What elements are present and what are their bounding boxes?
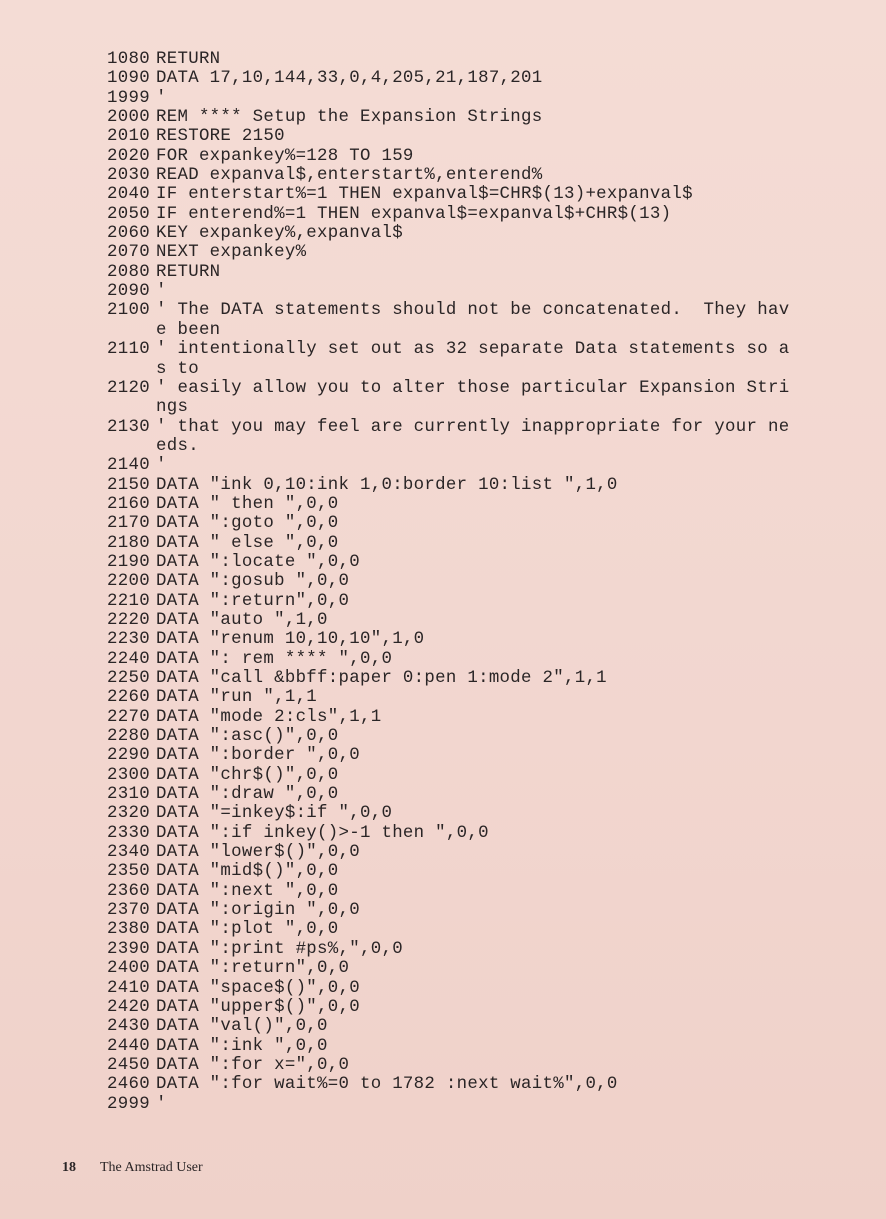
line-number: 1080 <box>107 50 150 69</box>
code-line <box>94 301 864 320</box>
line-number: 2110 <box>107 340 150 360</box>
line-number: 2100 <box>107 301 150 321</box>
line-code: IF enterend%=1 THEN expanval$=expanval$+CHR$(13) <box>156 204 672 224</box>
code-line <box>94 185 864 204</box>
publication-name: The Amstrad User <box>100 1160 203 1175</box>
line-code: DATA "mid$()",0,0 <box>156 862 339 882</box>
code-line <box>94 534 864 553</box>
line-code: DATA ":draw ",0,0 <box>156 785 339 805</box>
line-code: DATA "lower$()",0,0 <box>156 843 360 863</box>
line-code: NEXT expankey% <box>156 243 307 263</box>
line-code: e been <box>156 320 221 340</box>
line-number: 2140 <box>107 456 150 476</box>
code-line <box>94 1056 864 1075</box>
line-code: DATA "run ",1,1 <box>156 688 318 708</box>
code-line <box>94 147 864 166</box>
code-line <box>94 495 864 514</box>
line-number: 2170 <box>107 514 150 534</box>
line-code: DATA ":if inkey()>-1 then ",0,0 <box>156 823 489 843</box>
code-line <box>94 418 864 437</box>
code-line <box>94 920 864 939</box>
line-number: 2280 <box>107 727 150 747</box>
line-code: DATA ": rem **** ",0,0 <box>156 649 393 669</box>
code-line <box>94 398 864 417</box>
line-number <box>94 360 156 379</box>
code-line <box>94 727 864 746</box>
line-code: DATA ":asc()",0,0 <box>156 727 339 747</box>
line-code: DATA "=inkey$:if ",0,0 <box>156 804 393 824</box>
code-line <box>94 205 864 224</box>
line-code: s to <box>156 359 199 379</box>
line-number: 2030 <box>107 166 150 186</box>
line-code: DATA "ink 0,10:ink 1,0:border 10:list ",1,0 <box>156 475 618 495</box>
line-number: 2420 <box>107 997 150 1017</box>
line-code: DATA ":ink ",0,0 <box>156 1036 328 1056</box>
line-code: ngs <box>156 398 189 418</box>
basic-listing <box>94 50 864 1114</box>
code-line <box>94 243 864 262</box>
line-number: 2180 <box>107 533 150 553</box>
line-code: ' <box>156 1094 167 1114</box>
line-number: 2090 <box>107 282 150 302</box>
line-code: DATA ":goto ",0,0 <box>156 514 339 534</box>
code-line <box>94 669 864 688</box>
code-line <box>94 69 864 88</box>
line-number: 2020 <box>107 146 150 166</box>
line-code: DATA ":locate ",0,0 <box>156 552 360 572</box>
code-line <box>94 572 864 591</box>
line-number: 2240 <box>107 649 150 669</box>
line-number: 2999 <box>107 1094 150 1114</box>
line-number <box>94 398 156 417</box>
line-number: 2270 <box>107 707 150 727</box>
line-code: DATA ":print #ps%,",0,0 <box>156 939 403 959</box>
code-line <box>94 50 864 69</box>
code-line <box>94 979 864 998</box>
line-number: 2210 <box>107 591 150 611</box>
code-line <box>94 321 864 340</box>
line-number: 2120 <box>107 378 150 398</box>
line-number: 2390 <box>107 939 150 959</box>
code-line <box>94 708 864 727</box>
code-line <box>94 1075 864 1094</box>
line-code: DATA "chr$()",0,0 <box>156 765 339 785</box>
code-line <box>94 340 864 359</box>
code-line <box>94 553 864 572</box>
line-number: 2330 <box>107 823 150 843</box>
line-code: ' that you may feel are currently inappropriate for your ne <box>156 417 790 437</box>
line-code: DATA 17,10,144,33,0,4,205,21,187,201 <box>156 69 543 89</box>
line-code: eds. <box>156 436 199 456</box>
line-number: 2410 <box>107 978 150 998</box>
line-code: DATA ":return",0,0 <box>156 591 350 611</box>
line-code: DATA "upper$()",0,0 <box>156 997 360 1017</box>
code-line <box>94 592 864 611</box>
code-line <box>94 224 864 243</box>
line-number: 2040 <box>107 185 150 205</box>
code-line <box>94 843 864 862</box>
line-number: 2220 <box>107 610 150 630</box>
line-number: 2200 <box>107 572 150 592</box>
line-code: DATA "space$()",0,0 <box>156 978 360 998</box>
line-number: 2250 <box>107 669 150 688</box>
line-code: DATA ":for wait%=0 to 1782 :next wait%",0,0 <box>156 1075 618 1095</box>
line-number: 2300 <box>107 765 150 785</box>
code-line <box>94 476 864 495</box>
line-number: 2380 <box>107 920 150 940</box>
code-line <box>94 804 864 823</box>
line-code: ' <box>156 282 167 302</box>
line-code: DATA "val()",0,0 <box>156 1017 328 1037</box>
code-line <box>94 127 864 146</box>
line-code: REM **** Setup the Expansion Strings <box>156 108 543 128</box>
line-code: DATA "auto ",1,0 <box>156 610 328 630</box>
line-number: 1999 <box>107 88 150 108</box>
line-number: 2320 <box>107 804 150 824</box>
line-code: DATA ":gosub ",0,0 <box>156 572 350 592</box>
code-line <box>94 282 864 301</box>
page-footer <box>62 1160 203 1176</box>
line-number: 2070 <box>107 243 150 263</box>
line-number: 2160 <box>107 494 150 514</box>
line-number: 2350 <box>107 862 150 882</box>
line-number <box>94 437 156 456</box>
line-code: ' easily allow you to alter those particular Expansion Stri <box>156 378 790 398</box>
line-code: RETURN <box>156 50 221 69</box>
line-code: ' <box>156 88 167 108</box>
code-line <box>94 630 864 649</box>
line-code: IF enterstart%=1 THEN expanval$=CHR$(13)+expanval$ <box>156 185 693 205</box>
code-line <box>94 360 864 379</box>
code-line <box>94 1095 864 1114</box>
line-code: DATA "mode 2:cls",1,1 <box>156 707 382 727</box>
line-number <box>94 321 156 340</box>
code-line <box>94 1017 864 1036</box>
code-line <box>94 998 864 1017</box>
line-code: ' intentionally set out as 32 separate Data statements so a <box>156 340 790 360</box>
line-number: 2060 <box>107 224 150 244</box>
line-code: DATA ":border ",0,0 <box>156 746 360 766</box>
line-code: DATA ":origin ",0,0 <box>156 901 360 921</box>
code-line <box>94 901 864 920</box>
line-code: DATA " then ",0,0 <box>156 494 339 514</box>
line-number: 2190 <box>107 552 150 572</box>
code-line <box>94 611 864 630</box>
line-number: 2450 <box>107 1055 150 1075</box>
code-line <box>94 862 864 881</box>
line-number: 2010 <box>107 127 150 147</box>
line-number: 2000 <box>107 108 150 128</box>
line-number: 2080 <box>107 262 150 282</box>
line-number: 2310 <box>107 785 150 805</box>
code-line <box>94 882 864 901</box>
line-number: 2050 <box>107 204 150 224</box>
code-line <box>94 959 864 978</box>
line-number: 2130 <box>107 417 150 437</box>
line-code: KEY expankey%,expanval$ <box>156 224 403 244</box>
line-code: ' The DATA statements should not be concatenated. They hav <box>156 301 790 321</box>
line-number: 2230 <box>107 630 150 650</box>
code-line <box>94 263 864 282</box>
line-number: 2400 <box>107 959 150 979</box>
code-line <box>94 688 864 707</box>
line-code: FOR expankey%=128 TO 159 <box>156 146 414 166</box>
line-code: DATA ":plot ",0,0 <box>156 920 339 940</box>
line-code: DATA ":return",0,0 <box>156 959 350 979</box>
code-line <box>94 766 864 785</box>
line-number: 2260 <box>107 688 150 708</box>
line-number: 2340 <box>107 843 150 863</box>
line-code: DATA "call &bbff:paper 0:pen 1:mode 2",1,1 <box>156 669 607 688</box>
code-line <box>94 785 864 804</box>
line-number: 2290 <box>107 746 150 766</box>
code-line <box>94 940 864 959</box>
code-line <box>94 108 864 127</box>
line-code: RETURN <box>156 262 221 282</box>
line-code: READ expanval$,enterstart%,enterend% <box>156 166 543 186</box>
line-number: 1090 <box>107 69 150 89</box>
code-line <box>94 166 864 185</box>
page-number: 18 <box>62 1160 76 1175</box>
line-number: 2460 <box>107 1075 150 1095</box>
code-line <box>94 824 864 843</box>
code-line <box>94 89 864 108</box>
line-code: ' <box>156 456 167 476</box>
code-line <box>94 456 864 475</box>
line-number: 2150 <box>107 475 150 495</box>
line-code: RESTORE 2150 <box>156 127 285 147</box>
line-number: 2440 <box>107 1036 150 1056</box>
code-line <box>94 437 864 456</box>
line-code: DATA ":next ",0,0 <box>156 881 339 901</box>
code-line <box>94 746 864 765</box>
line-code: DATA "renum 10,10,10",1,0 <box>156 630 425 650</box>
line-code: DATA ":for x=",0,0 <box>156 1055 350 1075</box>
code-line <box>94 1037 864 1056</box>
code-line <box>94 379 864 398</box>
line-number: 2360 <box>107 881 150 901</box>
code-line <box>94 650 864 669</box>
line-code: DATA " else ",0,0 <box>156 533 339 553</box>
code-line <box>94 514 864 533</box>
line-number: 2430 <box>107 1017 150 1037</box>
line-number: 2370 <box>107 901 150 921</box>
